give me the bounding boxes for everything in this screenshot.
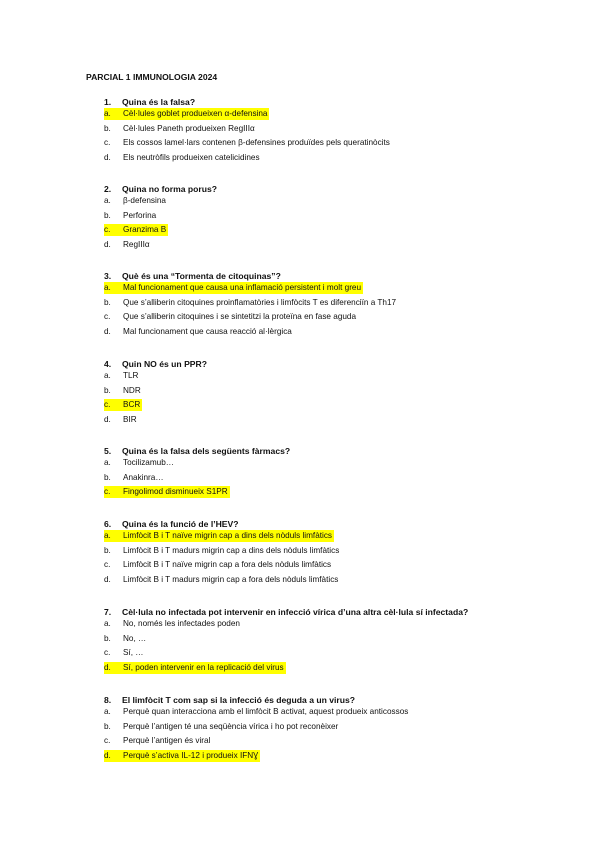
option-label: d. bbox=[104, 239, 111, 249]
answer-option-c bbox=[104, 311, 398, 326]
question-7 bbox=[104, 606, 468, 676]
question-title bbox=[104, 358, 207, 370]
question-5 bbox=[104, 445, 290, 501]
question-number: 5. bbox=[104, 446, 112, 456]
question-4 bbox=[104, 358, 207, 428]
option-text: Perquè l’antigen té una seqüència vírica i ho pot reconèixer bbox=[123, 721, 339, 731]
question-number: 7. bbox=[104, 607, 112, 617]
answer-option-a bbox=[104, 457, 290, 472]
answer-option-c-correct bbox=[104, 399, 207, 414]
option-text: RegIIIα bbox=[123, 239, 150, 249]
option-label: b. bbox=[104, 385, 111, 395]
answer-option-d bbox=[104, 326, 398, 341]
answer-option-a bbox=[104, 370, 207, 385]
answer-option-c-correct bbox=[104, 224, 217, 239]
option-text: Sí, … bbox=[123, 648, 144, 658]
question-title bbox=[104, 270, 398, 282]
question-3 bbox=[104, 270, 398, 340]
option-text: Limfòcit B i T naïve migrin cap a dins dels nòduls limfàtics bbox=[123, 531, 333, 540]
answer-option-a bbox=[104, 195, 217, 210]
question-title bbox=[104, 183, 217, 195]
option-label: d. bbox=[104, 574, 111, 584]
option-text: No, només les infectades poden bbox=[123, 619, 240, 628]
question-text: Quina és la falsa? bbox=[122, 97, 196, 107]
question-number: 1. bbox=[104, 97, 112, 107]
option-text: Granzima B bbox=[123, 225, 167, 235]
option-label: b. bbox=[104, 545, 111, 555]
option-text: BIR bbox=[123, 414, 137, 424]
option-label: c. bbox=[104, 138, 111, 148]
option-text: BCR bbox=[123, 400, 141, 410]
answer-option-c bbox=[104, 559, 341, 574]
option-label: a. bbox=[104, 196, 111, 205]
option-text: Sí, poden intervenir en la replicació del virus bbox=[123, 662, 284, 672]
option-label: b. bbox=[104, 123, 111, 133]
option-text: Perquè s’activa IL-12 i produeix IFNƔ bbox=[123, 750, 259, 760]
option-text: β-defensina bbox=[123, 196, 166, 205]
option-label: d. bbox=[104, 152, 111, 162]
option-label: c. bbox=[104, 486, 123, 498]
answer-option-b bbox=[104, 472, 290, 487]
option-text: Fingolimod disminueix S1PR bbox=[123, 487, 228, 497]
answer-option-c bbox=[104, 137, 392, 152]
question-number: 6. bbox=[104, 519, 112, 529]
option-label: d. bbox=[104, 414, 111, 424]
question-title bbox=[104, 518, 341, 530]
option-text: TLR bbox=[123, 371, 139, 380]
question-title bbox=[104, 445, 290, 457]
answer-option-c bbox=[104, 647, 468, 662]
answer-option-b bbox=[104, 297, 398, 312]
option-label: b. bbox=[104, 472, 111, 482]
answer-option-b bbox=[104, 385, 207, 400]
option-text: Limfòcit B i T naïve migrin cap a fora dels nòduls limfàtics bbox=[123, 560, 332, 570]
question-text: Quin NO és un PPR? bbox=[122, 359, 207, 369]
option-text: Perforina bbox=[123, 210, 157, 220]
option-text: Mal funcionament que causa una inflamació persistent i molt greu bbox=[123, 283, 362, 292]
answer-option-b bbox=[104, 721, 410, 736]
question-text: Quina és la falsa dels següents fàrmacs? bbox=[122, 446, 291, 456]
option-label: d. bbox=[104, 750, 123, 762]
option-label: b. bbox=[104, 210, 111, 220]
question-2 bbox=[104, 183, 217, 253]
option-text: Els cossos lamel·lars contenen β-defensines produïdes pels queratinòcits bbox=[123, 138, 390, 148]
option-label: a. bbox=[104, 282, 123, 294]
option-label: c. bbox=[104, 224, 123, 236]
question-8 bbox=[104, 694, 410, 764]
option-text: Mal funcionament que causa reacció al·lèrgica bbox=[123, 326, 292, 336]
answer-option-d bbox=[104, 414, 207, 429]
answer-option-b bbox=[104, 210, 217, 225]
option-text: Els neutròfils produeixen catelicidines bbox=[123, 152, 260, 162]
question-text: Cèl·lula no infectada pot intervenir en infecció vírica d’una altra cèl·lula sí infectada? bbox=[122, 607, 469, 617]
question-1 bbox=[104, 96, 392, 166]
option-text: Cèl·lules goblet produeixen α-defensina bbox=[123, 109, 268, 118]
question-number: 3. bbox=[104, 271, 112, 281]
answer-option-a bbox=[104, 618, 468, 633]
option-text: Limfòcit B i T madurs migrin cap a dins dels nòduls limfàtics bbox=[123, 545, 340, 555]
answer-option-b bbox=[104, 545, 341, 560]
option-label: a. bbox=[104, 707, 111, 716]
question-text: El limfòcit T com sap si la infecció és deguda a un virus? bbox=[122, 695, 356, 705]
question-number: 8. bbox=[104, 695, 112, 705]
option-label: a. bbox=[104, 108, 123, 120]
question-text: Quina no forma porus? bbox=[122, 184, 218, 194]
answer-option-b bbox=[104, 123, 392, 138]
answer-option-c bbox=[104, 735, 410, 750]
option-text: Perquè quan interacciona amb el limfòcit B activat, aquest produeix anticossos bbox=[123, 707, 409, 716]
question-6 bbox=[104, 518, 341, 588]
option-text: Limfòcit B i T madurs migrin cap a fora dels nòduls limfàtics bbox=[123, 574, 339, 584]
option-label: c. bbox=[104, 648, 111, 658]
option-label: c. bbox=[104, 736, 111, 746]
answer-option-d bbox=[104, 574, 341, 589]
option-text: Que s’alliberin citoquines i se sintetitzi la proteïna en fase aguda bbox=[123, 312, 357, 322]
option-label: c. bbox=[104, 312, 111, 322]
question-title bbox=[104, 606, 468, 618]
answer-option-b bbox=[104, 633, 468, 648]
answer-option-c-correct bbox=[104, 486, 290, 501]
answer-option-d-correct bbox=[104, 662, 468, 677]
question-title bbox=[104, 96, 392, 108]
option-label: a. bbox=[104, 458, 111, 467]
question-number: 4. bbox=[104, 359, 112, 369]
answer-option-a-correct bbox=[104, 108, 392, 123]
option-label: a. bbox=[104, 619, 111, 628]
option-text: Que s’alliberin citoquines proinflamatòries i limfòcits T es diferenciïn a Th17 bbox=[123, 297, 397, 307]
option-label: c. bbox=[104, 560, 111, 570]
option-label: b. bbox=[104, 633, 111, 643]
option-label: b. bbox=[104, 721, 111, 731]
question-title bbox=[104, 694, 410, 706]
answer-option-a-correct bbox=[104, 530, 341, 545]
option-label: d. bbox=[104, 662, 123, 674]
option-text: Cèl·lules Paneth produeixen RegIIIα bbox=[123, 123, 255, 133]
question-text: Què és una “Tormenta de citoquinas”? bbox=[122, 271, 281, 281]
option-text: No, … bbox=[123, 633, 147, 643]
option-label: a. bbox=[104, 371, 111, 380]
answer-option-d bbox=[104, 239, 217, 254]
option-text: NDR bbox=[123, 385, 141, 395]
option-label: a. bbox=[104, 530, 123, 542]
answer-option-d-correct bbox=[104, 750, 410, 765]
option-label: d. bbox=[104, 326, 111, 336]
option-text: Perquè l’antigen és viral bbox=[123, 736, 211, 746]
option-text: Anakinra… bbox=[123, 472, 164, 482]
answer-option-a-correct bbox=[104, 282, 398, 297]
answer-option-d bbox=[104, 152, 392, 167]
question-text: Quina és la funció de l’HEV? bbox=[122, 519, 239, 529]
question-number: 2. bbox=[104, 184, 112, 194]
option-label: b. bbox=[104, 297, 111, 307]
answer-option-a bbox=[104, 706, 410, 721]
option-label: c. bbox=[104, 399, 123, 411]
option-text: Tocilizamub… bbox=[123, 458, 174, 467]
document-title: PARCIAL 1 IMMUNOLOGIA 2024 bbox=[86, 72, 218, 82]
